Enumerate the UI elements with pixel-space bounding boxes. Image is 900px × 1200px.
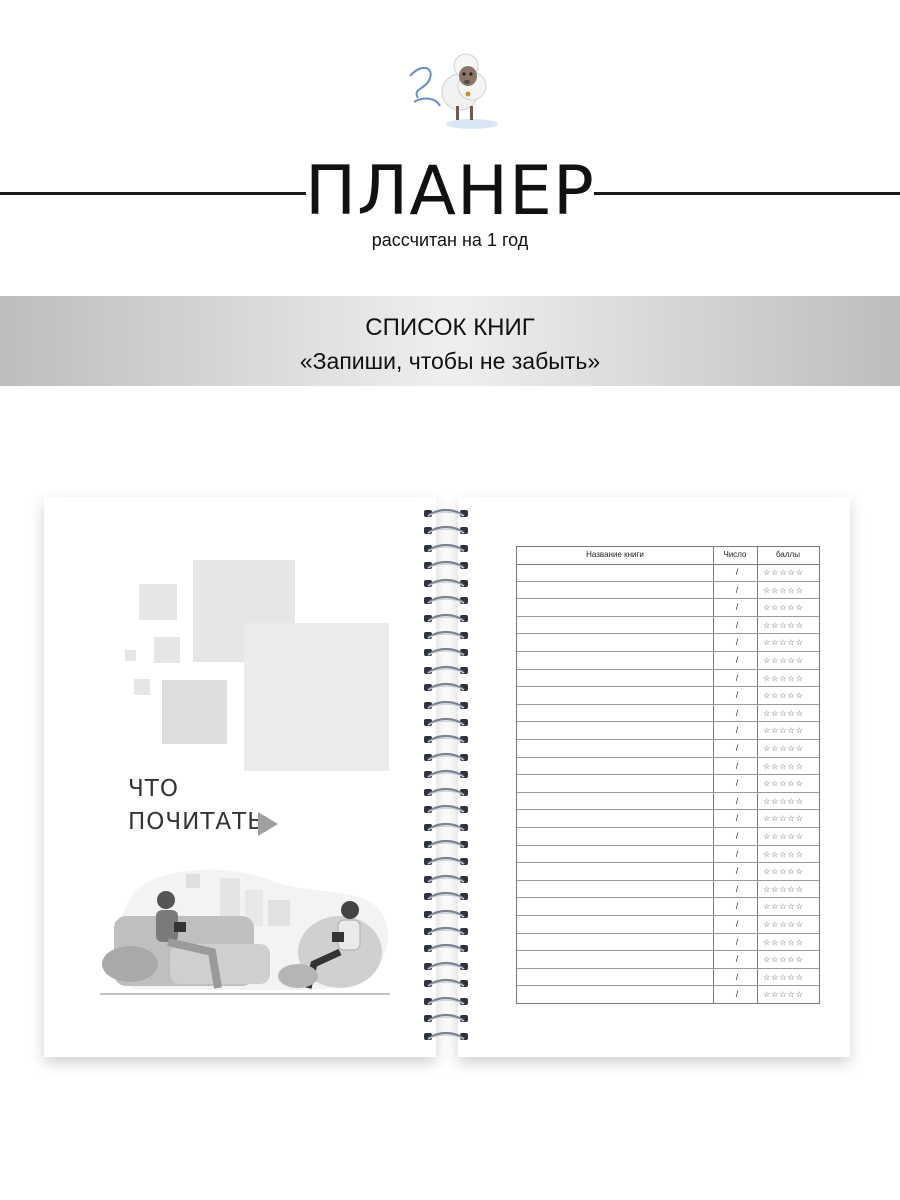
read-label-line1: ЧТО [128, 776, 179, 802]
date-slash: / [735, 655, 739, 665]
decor-square [125, 650, 136, 661]
read-label-line2: ПОЧИТАТЬ [128, 809, 264, 835]
spiral-ring [414, 508, 478, 519]
page-subtitle: рассчитан на 1 год [371, 230, 529, 250]
col-header-name: Название книги [586, 550, 644, 559]
rating-stars-icon[interactable]: ☆☆☆☆☆ [763, 849, 804, 859]
rating-stars-icon[interactable]: ☆☆☆☆☆ [763, 990, 804, 1000]
table-row[interactable] [517, 951, 819, 969]
spiral-ring [414, 822, 478, 833]
spiral-ring [414, 909, 478, 920]
table-row[interactable] [517, 740, 819, 758]
date-slash: / [735, 760, 739, 771]
table-row[interactable] [517, 898, 819, 916]
spiral-ring [414, 543, 478, 554]
date-slash: / [735, 567, 739, 577]
table-row[interactable] [517, 810, 819, 828]
table-row[interactable] [517, 634, 819, 652]
page-title: ПЛАНЕР [305, 152, 595, 231]
rating-stars-icon[interactable]: ☆☆☆☆☆ [763, 691, 804, 701]
rating-stars-icon[interactable]: ☆☆☆☆☆ [763, 779, 804, 789]
table-row[interactable] [517, 863, 819, 881]
rating-stars-icon[interactable]: ☆☆☆☆☆ [763, 955, 804, 965]
table-row[interactable] [517, 846, 819, 864]
date-slash: / [735, 831, 739, 841]
decor-square [154, 637, 180, 663]
table-row[interactable] [517, 986, 819, 1004]
table-row[interactable] [517, 934, 819, 952]
rating-stars-icon[interactable]: ☆☆☆☆☆ [763, 708, 804, 718]
spiral-ring [414, 578, 478, 589]
spiral-ring [414, 943, 478, 954]
rating-stars-icon[interactable]: ☆☆☆☆☆ [763, 867, 804, 877]
table-row[interactable] [517, 617, 819, 635]
table-row[interactable] [517, 564, 819, 582]
rating-stars-icon[interactable]: ☆☆☆☆☆ [763, 620, 804, 630]
date-slash: / [735, 936, 739, 947]
rating-stars-icon[interactable]: ☆☆☆☆☆ [763, 656, 804, 665]
decor-square [244, 623, 389, 771]
spiral-binding [414, 504, 478, 1044]
table-row[interactable] [517, 775, 819, 793]
spiral-ring [414, 752, 478, 763]
spiral-ring [414, 560, 478, 571]
spiral-ring [414, 682, 478, 693]
play-arrow-icon [258, 812, 278, 836]
sheep-logo-icon [400, 36, 510, 132]
col-header-score: баллы [776, 550, 800, 559]
date-slash: / [735, 602, 739, 613]
decor-square [134, 679, 150, 695]
date-slash: / [735, 707, 739, 718]
date-slash: / [735, 619, 739, 630]
spiral-ring [414, 926, 478, 937]
rating-stars-icon[interactable]: ☆☆☆☆☆ [763, 937, 804, 947]
spiral-ring [414, 1031, 478, 1042]
date-slash: / [735, 813, 739, 824]
decor-square [139, 584, 177, 620]
date-slash: / [735, 795, 739, 806]
date-slash: / [735, 954, 739, 965]
date-slash: / [735, 901, 739, 912]
date-slash: / [735, 778, 739, 789]
spiral-ring [414, 856, 478, 867]
rating-stars-icon[interactable]: ☆☆☆☆☆ [763, 744, 804, 753]
date-slash: / [735, 584, 739, 595]
spiral-ring [414, 978, 478, 989]
date-slash: / [735, 971, 739, 982]
rating-stars-icon[interactable]: ☆☆☆☆☆ [763, 920, 804, 929]
spiral-ring [414, 804, 478, 815]
table-row[interactable] [517, 582, 819, 600]
banner-subtitle: «Запиши, чтобы не забыть» [299, 348, 601, 374]
col-header-date: Число [723, 550, 747, 559]
date-slash: / [735, 690, 739, 701]
date-slash: / [735, 743, 739, 753]
table-row[interactable] [517, 828, 819, 846]
spiral-ring [414, 665, 478, 676]
rating-stars-icon[interactable]: ☆☆☆☆☆ [763, 726, 804, 736]
date-slash: / [735, 866, 739, 877]
date-slash: / [735, 637, 739, 648]
date-slash: / [735, 725, 739, 736]
book-list-table [516, 546, 820, 1004]
spiral-ring [414, 595, 478, 606]
table-row[interactable] [517, 793, 819, 811]
rating-stars-icon[interactable]: ☆☆☆☆☆ [763, 814, 804, 824]
date-slash: / [735, 919, 739, 929]
spiral-ring [414, 839, 478, 850]
spiral-ring [414, 996, 478, 1007]
date-slash: / [735, 989, 739, 1000]
table-row[interactable] [517, 652, 819, 670]
spiral-ring [414, 717, 478, 728]
table-header [517, 547, 819, 565]
table-row[interactable] [517, 599, 819, 617]
spiral-ring [414, 874, 478, 885]
spiral-ring [414, 769, 478, 780]
spiral-ring [414, 734, 478, 745]
rating-stars-icon[interactable]: ☆☆☆☆☆ [763, 902, 804, 912]
spiral-ring [414, 630, 478, 641]
rating-stars-icon[interactable]: ☆☆☆☆☆ [763, 884, 804, 894]
table-row[interactable] [517, 758, 819, 776]
rating-stars-icon[interactable]: ☆☆☆☆☆ [763, 638, 804, 648]
spiral-ring [414, 1013, 478, 1024]
rating-stars-icon[interactable]: ☆☆☆☆☆ [763, 796, 804, 806]
rating-stars-icon[interactable]: ☆☆☆☆☆ [763, 603, 804, 613]
table-row[interactable] [517, 670, 819, 688]
rating-stars-icon[interactable]: ☆☆☆☆☆ [763, 972, 804, 982]
spiral-ring [414, 961, 478, 972]
table-row[interactable] [517, 916, 819, 934]
spiral-ring [414, 787, 478, 798]
spiral-ring [414, 525, 478, 536]
table-row[interactable] [517, 705, 819, 723]
rating-stars-icon[interactable]: ☆☆☆☆☆ [763, 832, 804, 841]
table-row[interactable] [517, 687, 819, 705]
rating-stars-icon[interactable]: ☆☆☆☆☆ [763, 761, 804, 771]
section-banner [0, 296, 900, 386]
banner-title: СПИСОК КНИГ [365, 314, 535, 341]
spiral-ring [414, 700, 478, 711]
rating-stars-icon[interactable]: ☆☆☆☆☆ [763, 673, 804, 683]
spiral-ring [414, 613, 478, 624]
date-slash: / [735, 672, 739, 683]
spiral-ring [414, 891, 478, 902]
table-row[interactable] [517, 722, 819, 740]
rating-stars-icon[interactable]: ☆☆☆☆☆ [763, 568, 804, 577]
decor-square [162, 680, 227, 744]
rating-stars-icon[interactable]: ☆☆☆☆☆ [763, 585, 804, 595]
table-row[interactable] [517, 881, 819, 899]
table-row[interactable] [517, 969, 819, 987]
spiral-ring [414, 647, 478, 658]
date-slash: / [735, 883, 739, 894]
date-slash: / [735, 848, 739, 859]
reading-people-illustration [100, 860, 390, 998]
